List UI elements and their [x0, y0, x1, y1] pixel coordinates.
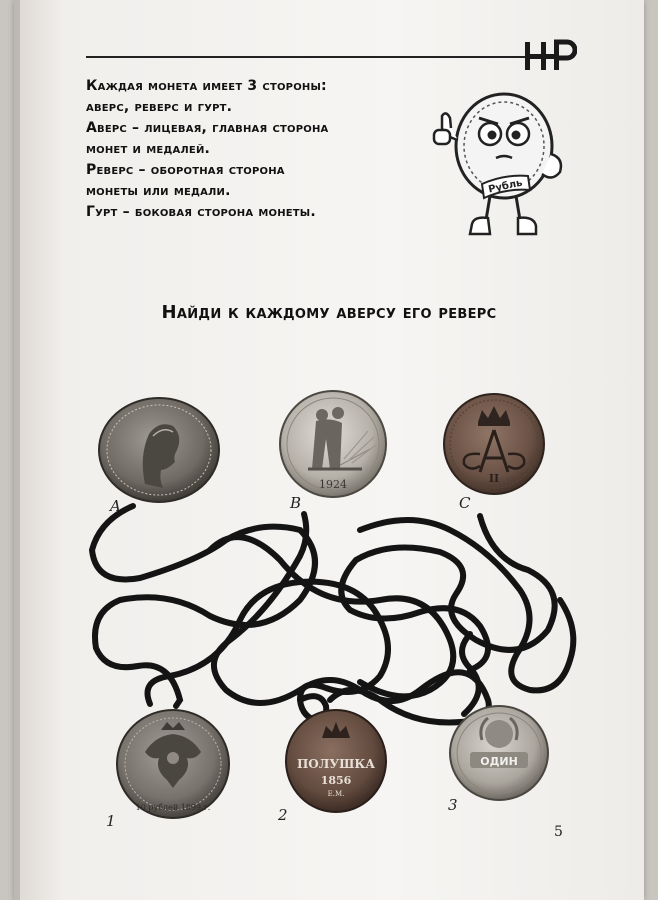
intro-line: Каждая монета имеет 3 стороны:	[86, 78, 327, 94]
maze-line-f	[210, 537, 453, 696]
coin-rim-text: 10 рублей 1899 г.	[135, 803, 211, 812]
intro-line: монеты или медали.	[86, 183, 231, 199]
coin-label-a: A	[110, 497, 121, 515]
coin-year: 1924	[319, 478, 347, 491]
intro-line: монет и медалей.	[86, 141, 211, 157]
eagle-10-rubles-coin	[115, 708, 231, 820]
coin-mint-mark: Е.М.	[327, 790, 345, 798]
reverse-coin-2[interactable]	[284, 708, 388, 814]
reverse-coin-1[interactable]	[115, 708, 231, 820]
coin-numeral: II	[488, 472, 500, 485]
intro-line: Гурт – боковая сторона монеты.	[86, 204, 316, 220]
reverse-coin-3[interactable]	[448, 704, 550, 802]
soviet-emblem-coin	[448, 704, 550, 802]
coin-label-2: 2	[278, 806, 288, 824]
coin-denomination: ОДИН	[480, 755, 518, 768]
coin-label-3: 3	[448, 796, 458, 814]
coin-year: 1856	[320, 774, 352, 787]
maze-line-a	[92, 506, 315, 706]
intro-line: Реверс – оборотная сторона	[86, 162, 285, 178]
intro-line: Аверс – лицевая, главная сторона	[86, 120, 329, 136]
coin-label-c: C	[459, 494, 471, 512]
coin-denomination: ПОЛУШКА	[296, 757, 376, 771]
page-number: 5	[554, 824, 563, 840]
coin-label-b: B	[290, 494, 302, 512]
task-title: Найди к каждому аверсу его реверс	[161, 302, 497, 323]
mascot-coin-label: Рубль	[487, 177, 524, 196]
polushka-1856-coin	[284, 708, 388, 814]
coin-label-1: 1	[106, 812, 116, 830]
intro-line: аверс, реверс и гурт.	[86, 99, 233, 115]
